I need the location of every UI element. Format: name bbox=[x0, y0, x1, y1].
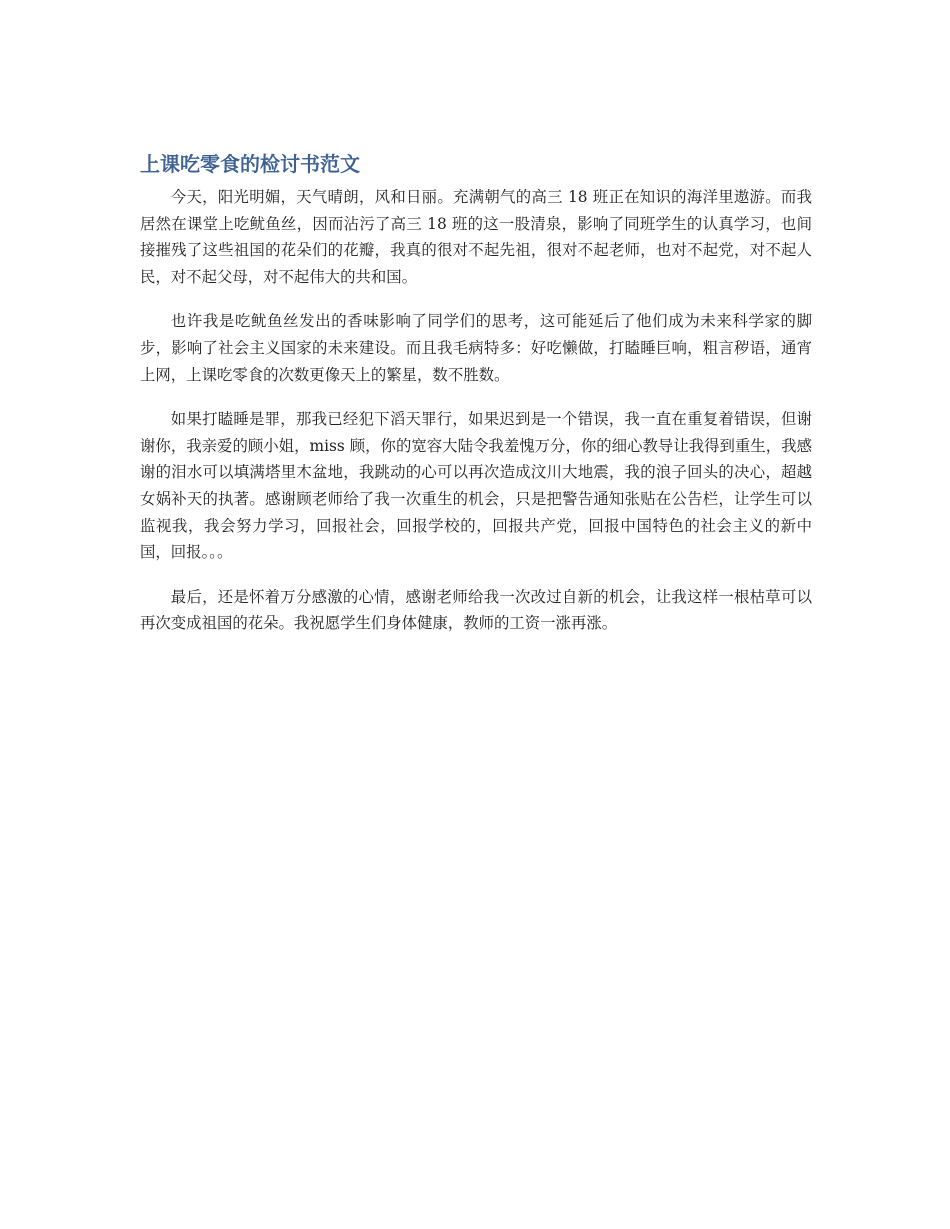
paragraph-2: 也许我是吃鱿鱼丝发出的香味影响了同学们的思考，这可能延后了他们成为未来科学家的脚步，影响了社会主义国家的未来建设。而且我毛病特多：好吃懒做，打瞌睡巨响，粗言秽语，通宵上网，上课吃零食的次数更像天上的繁星，数不胜数。 bbox=[140, 312, 812, 384]
paragraph-1: 今天，阳光明媚，天气晴朗，风和日丽。充满朝气的高三 18 班正在知识的海洋里遨游。而我居然在课堂上吃鱿鱼丝，因而沾污了高三 18 班的这一股清泉，影响了同班学生的认真学习，也间接摧残了这些祖国的花朵们的花瓣，我真的很对不起先祖，很对不起老师，也对不起党，对不起人民，对不起父母，对不起伟大的共和国。 bbox=[140, 188, 812, 286]
document-title: 上课吃零食的检讨书范文 bbox=[140, 152, 360, 176]
paragraph-3: 如果打瞌睡是罪，那我已经犯下滔天罪行，如果迟到是一个错误，我一直在重复着错误，但谢谢你，我亲爱的顾小姐，miss 顾，你的宽容大陆令我羞愧万分，你的细心教导让我得到重生，我感谢的泪水可以填满塔里木盆地，我跳动的心可以再次造成汶川大地震，我的浪子回头的决心，超越女娲补天的执著。感谢顾老师给了我一次重生的机会，只是把警告通知张贴在公告栏，让学生可以监视我，我会努力学习，回报社会，回报学校的，回报共产党，回报中国特色的社会主义的新中国，回报。。。 bbox=[140, 410, 812, 562]
document-body bbox=[140, 148, 812, 655]
paragraph-4: 最后，还是怀着万分感激的心情，感谢老师给我一次改过自新的机会，让我这样一根枯草可以再次变成祖国的花朵。我祝愿学生们身体健康，教师的工资一涨再涨。 bbox=[140, 587, 812, 633]
